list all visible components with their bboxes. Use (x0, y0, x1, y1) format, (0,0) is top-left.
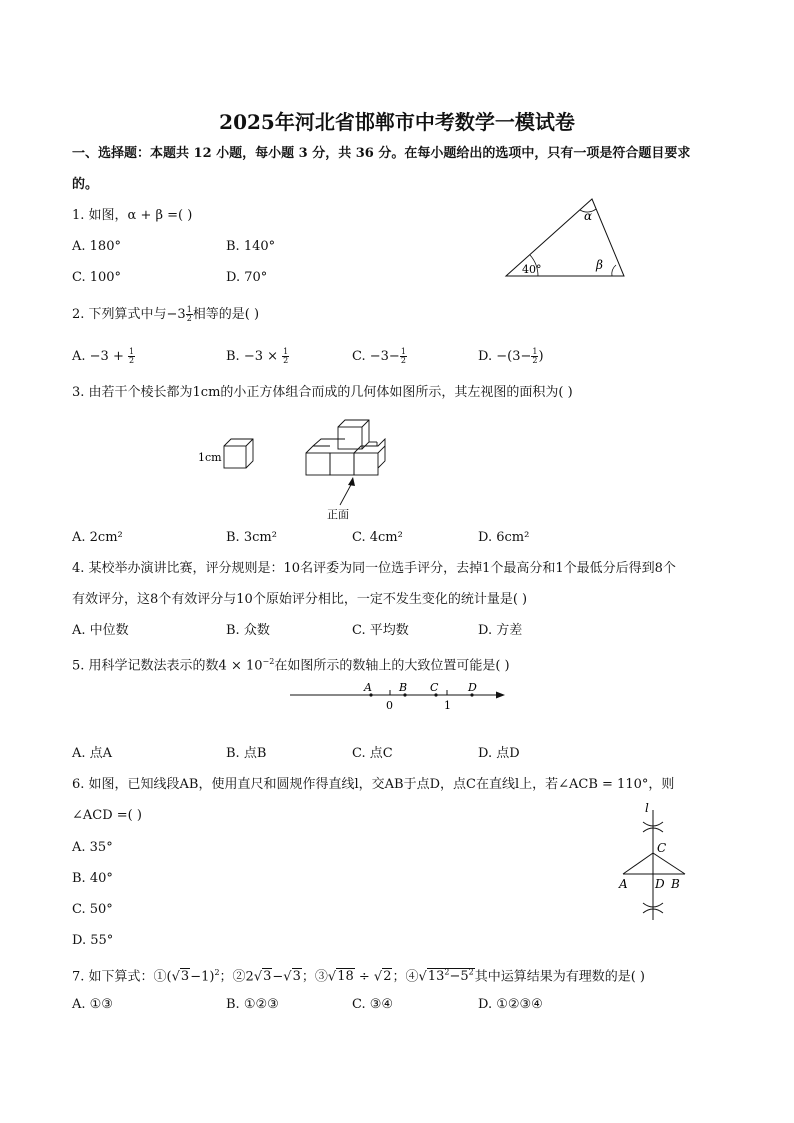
q1-beta-label: β (596, 258, 603, 272)
q5-point-c: C (430, 681, 439, 694)
q3-unit-label: 1cm (198, 451, 222, 464)
q5-stem: 5. 用科学记数法表示的数$4 \times 10^{-2}$在如图所示的数轴上的大致位置可能是( ) (72, 657, 510, 674)
q7-option-d: D. ①②③④ (478, 997, 543, 1012)
q4-option-a: A. 中位数 (72, 623, 129, 638)
q6-label-c: C (657, 841, 667, 855)
q1-option-c: C. 100° (72, 270, 122, 285)
q5-tick-0: 0 (386, 699, 393, 712)
q2-option-a: A. −3 + $\frac{1}{2}$ (72, 347, 135, 365)
q1-option-d: D. 70° (226, 270, 268, 285)
q1-angle-label: 40° (522, 263, 542, 276)
q5-point-b: B (399, 681, 408, 694)
q5-point-d: D (468, 681, 477, 694)
q5-option-b: B. 点B (226, 746, 267, 761)
q6-construction-figure (615, 800, 690, 925)
q2-option-d: D. −(3− $\frac{1}{2}$ ) (478, 347, 544, 365)
q6-line1: 6. 如图，已知线段AB，使用直尺和圆规作得直线l，交AB于点D，点C在直线l上，若∠ACB = 110°，则 (72, 777, 675, 792)
q3-stem: 3. 由若干个棱长都为1cm的小正方体组合而成的几何体如图所示，其左视图的面积为( ) (72, 385, 573, 400)
q2-stem: 2. 下列算式中与−3 $\frac{1}{2}$ 相等的是( ) (72, 305, 260, 323)
q6-option-b: B. 40° (72, 871, 113, 886)
q1-alpha-label: α (584, 209, 593, 223)
q1-option-b: B. 140° (226, 239, 276, 254)
q4-option-b: B. 众数 (226, 623, 270, 638)
q3-option-b: B. 3cm² (226, 530, 277, 545)
q7-option-a: A. ①③ (72, 997, 113, 1012)
q6-option-c: C. 50° (72, 902, 113, 917)
q1-triangle-figure (500, 195, 630, 280)
q6-line2: ∠ACD =( ) (72, 808, 142, 823)
q5-tick-1: 1 (444, 699, 451, 712)
q4-line1: 4. 某校举办演讲比赛，评分规则是：10名评委为同一位选手评分，去掉1个最高分和1个最低分后得到8个 (72, 561, 676, 576)
q4-option-c: C. 平均数 (352, 623, 409, 638)
q2-option-b: B. −3 × $\frac{1}{2}$ (226, 347, 289, 365)
q5-option-a: A. 点A (72, 746, 113, 761)
q7-stem: 7. 如下算式：$①(√3-1)^2$；②2√3−√3；③√18 ÷ √2；$④√13^2-5^2$其中运算结果为有理数的是( ) (72, 968, 645, 985)
q1-option-a: A. 180° (72, 239, 121, 254)
section-heading-line2: 的。 (72, 177, 99, 192)
q5-number-line (285, 678, 510, 714)
q6-label-b: B (671, 877, 680, 891)
section-heading-line1: 一、选择题：本题共 12 小题，每小题 3 分，共 36 分。在每小题给出的选项中，只有一项是符合题目要求 (72, 146, 691, 161)
q5-option-c: C. 点C (352, 746, 393, 761)
q3-option-d: D. 6cm² (478, 530, 530, 545)
q7-option-b: B. ①②③ (226, 997, 279, 1012)
q4-option-d: D. 方差 (478, 623, 523, 638)
q6-option-a: A. 35° (72, 840, 113, 855)
page-title: 2025年河北省邯郸市中考数学一模试卷 (219, 110, 575, 134)
q3-cube-figure (195, 415, 410, 525)
q4-line2: 有效评分，这8个有效评分与10个原始评分相比，一定不发生变化的统计量是( ) (72, 592, 528, 607)
q5-point-a: A (364, 681, 372, 694)
q1-stem: 1. 如图，α + β =( ) (72, 208, 193, 223)
q2-option-c: C. −3− $\frac{1}{2}$ (352, 347, 406, 365)
q3-front-label: 正面 (327, 508, 349, 521)
q6-label-d: D (655, 877, 665, 891)
q5-option-d: D. 点D (478, 746, 520, 761)
q6-label-a: A (619, 877, 628, 891)
q3-option-a: A. 2cm² (72, 530, 123, 545)
q7-option-c: C. ③④ (352, 997, 394, 1012)
q6-label-l: l (645, 801, 649, 815)
q6-option-d: D. 55° (72, 933, 114, 948)
q3-option-c: C. 4cm² (352, 530, 403, 545)
